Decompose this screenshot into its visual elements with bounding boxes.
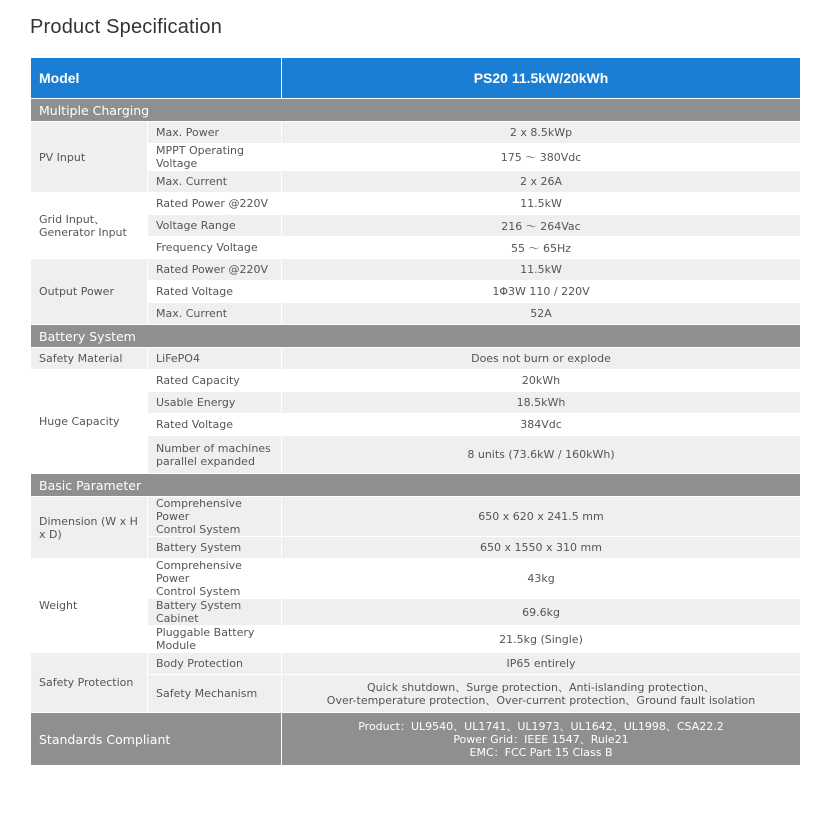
- value-line: Product：UL9540、UL1741、UL1973、UL1642、UL1998、CSA22.2: [358, 719, 724, 733]
- category-line: Generator Input: [39, 225, 127, 239]
- spec-label: Battery System Cabinet: [148, 599, 282, 626]
- spec-label: Pluggable Battery Module: [148, 626, 282, 653]
- section-row: [31, 474, 801, 497]
- category-grid-input: [31, 193, 148, 259]
- category-weight: Weight: [31, 559, 148, 653]
- category-dimension: Dimension (W x H x D): [31, 497, 148, 559]
- spec-value: 1Φ3W 110 / 220V: [282, 281, 801, 303]
- table-row: [31, 370, 801, 392]
- label-line: Control System: [156, 585, 241, 598]
- model-value: PS20 11.5kW/20kWh: [282, 58, 801, 99]
- spec-label: [148, 559, 282, 599]
- spec-value: 69.6kg: [282, 599, 801, 626]
- spec-label: Max. Power: [148, 122, 282, 144]
- spec-label: MPPT Operating Voltage: [148, 144, 282, 171]
- spec-value: 21.5kg (Single): [282, 626, 801, 653]
- spec-label: LiFePO4: [148, 348, 282, 370]
- value-line: Quick shutdown、Surge protection、Anti-islanding protection、: [366, 680, 716, 694]
- spec-value: 11.5kW: [282, 259, 801, 281]
- spec-label: Max. Current: [148, 171, 282, 193]
- section-row: [31, 325, 801, 348]
- spec-value: 8 units (73.6kW / 160kWh): [282, 436, 801, 474]
- spec-label: Rated Power @220V: [148, 259, 282, 281]
- standards-value: [282, 713, 801, 766]
- section-row: [31, 99, 801, 122]
- section-basic-parameter: Basic Parameter: [31, 474, 801, 497]
- spec-label: [148, 497, 282, 537]
- spec-label: Frequency Voltage: [148, 237, 282, 259]
- label-line: parallel expanded: [156, 454, 255, 468]
- spec-label: [148, 436, 282, 474]
- category-huge-capacity: Huge Capacity: [31, 370, 148, 474]
- table-row: [31, 259, 801, 281]
- standards-label: Standards Compliant: [31, 713, 282, 766]
- page-title: Product Specification: [30, 16, 223, 38]
- spec-value: 55 ～ 65Hz: [282, 237, 801, 259]
- spec-value: IP65 entirely: [282, 653, 801, 675]
- spec-value: 18.5kWh: [282, 392, 801, 414]
- table-row: [31, 348, 801, 370]
- spec-label: Rated Voltage: [148, 414, 282, 436]
- table-row: [31, 559, 801, 599]
- category-pv-input: PV Input: [31, 122, 148, 193]
- category-line: Grid Input、: [39, 212, 106, 226]
- spec-label: Max. Current: [148, 303, 282, 325]
- spec-table: [30, 57, 801, 766]
- model-label: Model: [31, 58, 282, 99]
- spec-value: 52A: [282, 303, 801, 325]
- spec-value: 11.5kW: [282, 193, 801, 215]
- spec-label: Body Protection: [148, 653, 282, 675]
- spec-label: Battery System: [148, 537, 282, 559]
- category-safety-material: Safety Material: [31, 348, 148, 370]
- label-line: Comprehensive Power: [156, 497, 242, 523]
- category-output-power: Output Power: [31, 259, 148, 325]
- label-line: Number of machines: [156, 441, 271, 455]
- value-line: EMC：FCC Part 15 Class B: [469, 745, 613, 759]
- table-header-row: [31, 58, 801, 99]
- label-line: Control System: [156, 523, 241, 536]
- spec-label: Safety Mechanism: [148, 675, 282, 713]
- table-row: [31, 653, 801, 675]
- spec-label: Usable Energy: [148, 392, 282, 414]
- label-line: Comprehensive Power: [156, 559, 242, 585]
- spec-value: 384Vdc: [282, 414, 801, 436]
- value-line: Over-temperature protection、Over-current protection、Ground fault isolation: [326, 693, 756, 707]
- spec-value: 2 x 8.5kWp: [282, 122, 801, 144]
- table-row: [31, 497, 801, 537]
- spec-value: 175 ～ 380Vdc: [282, 144, 801, 171]
- spec-value: 650 x 1550 x 310 mm: [282, 537, 801, 559]
- table-row: [31, 122, 801, 144]
- table-row: [31, 193, 801, 215]
- spec-value: 43kg: [282, 559, 801, 599]
- spec-label: Rated Capacity: [148, 370, 282, 392]
- section-battery-system: Battery System: [31, 325, 801, 348]
- spec-value: 216 ～ 264Vac: [282, 215, 801, 237]
- spec-label: Voltage Range: [148, 215, 282, 237]
- standards-row: [31, 713, 801, 766]
- value-line: Power Grid：IEEE 1547、Rule21: [453, 732, 629, 746]
- spec-label: Rated Voltage: [148, 281, 282, 303]
- spec-value: 2 x 26A: [282, 171, 801, 193]
- spec-value: 650 x 620 x 241.5 mm: [282, 497, 801, 537]
- spec-value: Does not burn or explode: [282, 348, 801, 370]
- spec-label: Rated Power @220V: [148, 193, 282, 215]
- spec-value: 20kWh: [282, 370, 801, 392]
- section-multiple-charging: Multiple Charging: [31, 99, 801, 122]
- category-safety-protection: Safety Protection: [31, 653, 148, 713]
- spec-value: [282, 675, 801, 713]
